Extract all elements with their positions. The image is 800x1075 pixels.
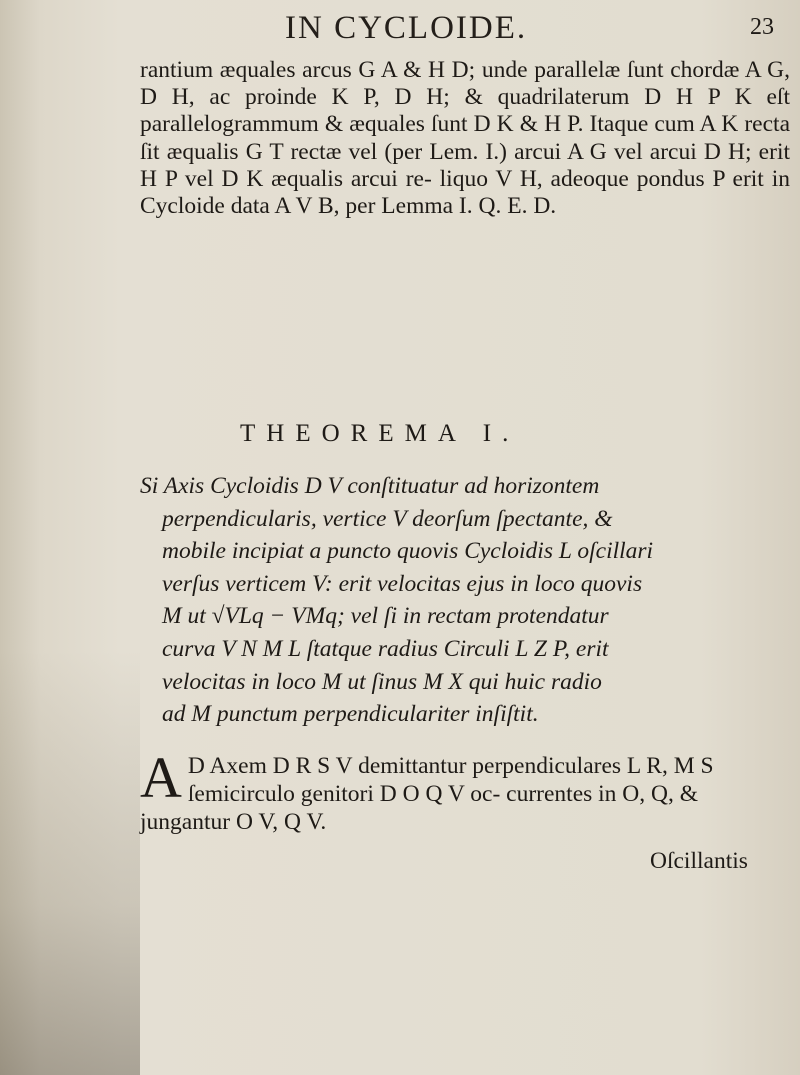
theorem-line: M ut √VLq − VMq; vel ſi in rectam protendatur	[162, 603, 609, 630]
page-header	[0, 10, 800, 50]
theorem-line: velocitas in loco M ut ſinus M X qui huic radio	[162, 668, 602, 695]
catchword: Oſcillantis	[650, 848, 748, 874]
theorem-line: mobile incipiat a puncto quovis Cycloidis L oſcillari	[162, 538, 654, 565]
theorem-line: curva V N M L ſtatque radius Circuli L Z P, erit	[162, 635, 609, 662]
proof-text: D Axem D R S V demittantur perpendiculares L R, M S ſemicirculo genitori D O Q V oc- currentes in O, Q, & jungantur O V, Q V.	[140, 753, 714, 835]
page-number: 23	[750, 14, 774, 40]
theorem-line: perpendicularis, vertice V deorſum ſpectante, &	[162, 505, 613, 532]
theorem-statement	[140, 470, 790, 731]
paragraph-proof-end: rantium æquales arcus G A & H D; unde parallelæ ſunt chordæ A G, D H, ac proinde K P, D H; & quadrilaterum D H P K eſt parallelogrammum & æquales ſunt D K & H P. Itaque cum A K recta ſit æqualis G T rectæ vel (per Lem. I.) arcui A G vel arcui D H; erit H P vel D K æqualis arcui re- liquo V H, adeoque pondus P erit in Cycloide data A V B, per Lemma I. Q. E. D.	[140, 57, 790, 220]
running-head: IN CYCLOIDE.	[285, 10, 528, 46]
drop-cap: A	[140, 745, 182, 810]
theorem-line: Si Axis Cycloidis D V conſtituatur ad horizontem	[140, 473, 600, 499]
theorem-line: verſus verticem V: erit velocitas ejus in loco quovis	[162, 570, 643, 597]
theorem-heading: THEOREMA I.	[240, 420, 520, 447]
proof-paragraph	[140, 745, 790, 836]
page-shadow	[0, 650, 140, 1075]
theorem-line: ad M punctum perpendiculariter inſiſtit.	[162, 701, 539, 728]
